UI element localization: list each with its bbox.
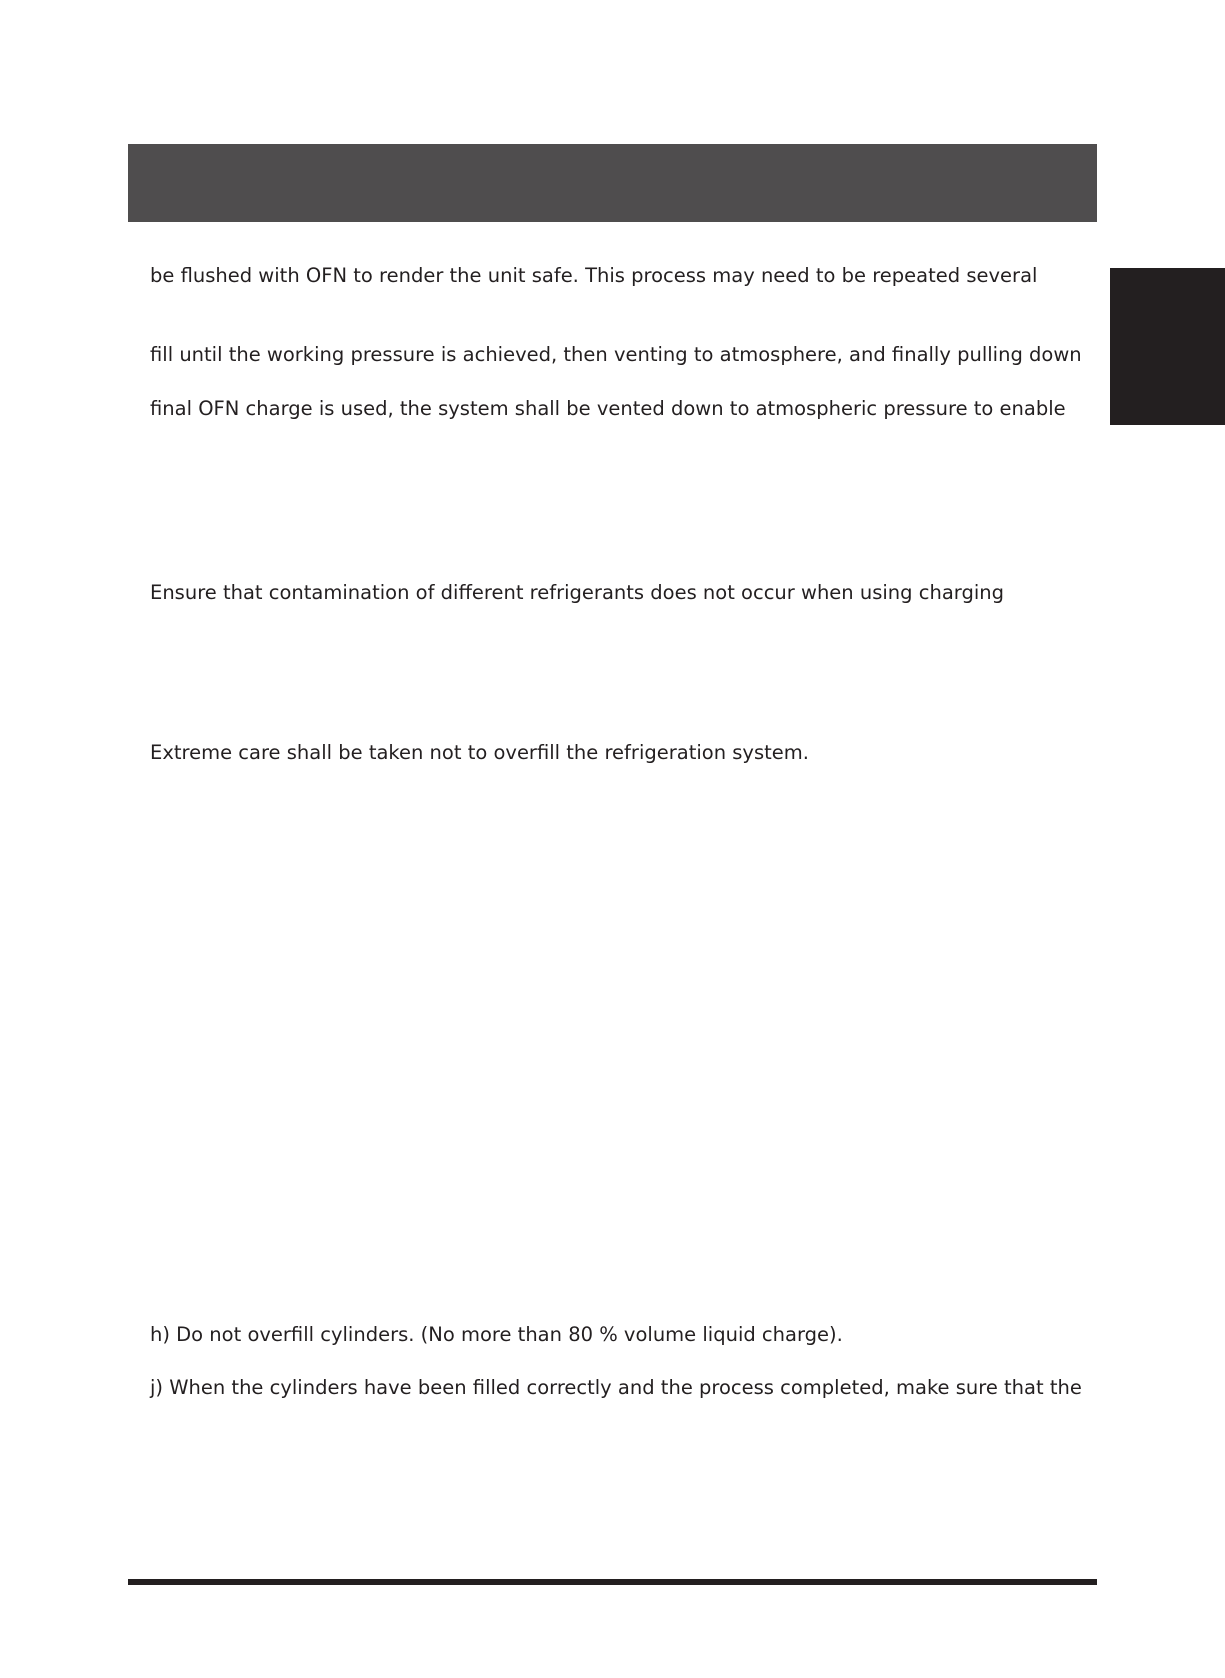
text-line-item-h: h) Do not overfill cylinders. (No more than 80 % volume liquid charge).: [150, 1323, 843, 1346]
text-line-flushed-ofn: be flushed with OFN to render the unit safe. This process may need to be repeated several: [150, 264, 1038, 287]
text-line-fill-working-pressure: fill until the working pressure is achieved, then venting to atmosphere, and finally pulling down: [150, 343, 1082, 366]
text-line-final-ofn-charge: final OFN charge is used, the system shall be vented down to atmospheric pressure to enable: [150, 397, 1066, 420]
section-side-tab: [1110, 268, 1225, 425]
text-line-contamination: Ensure that contamination of different refrigerants does not occur when using charging: [150, 581, 1004, 604]
text-line-item-j: j) When the cylinders have been filled correctly and the process completed, make sure that the: [150, 1376, 1082, 1399]
footer-rule: [128, 1579, 1097, 1585]
text-line-overfill-system: Extreme care shall be taken not to overfill the refrigeration system.: [150, 741, 809, 764]
header-bar: [128, 144, 1097, 222]
